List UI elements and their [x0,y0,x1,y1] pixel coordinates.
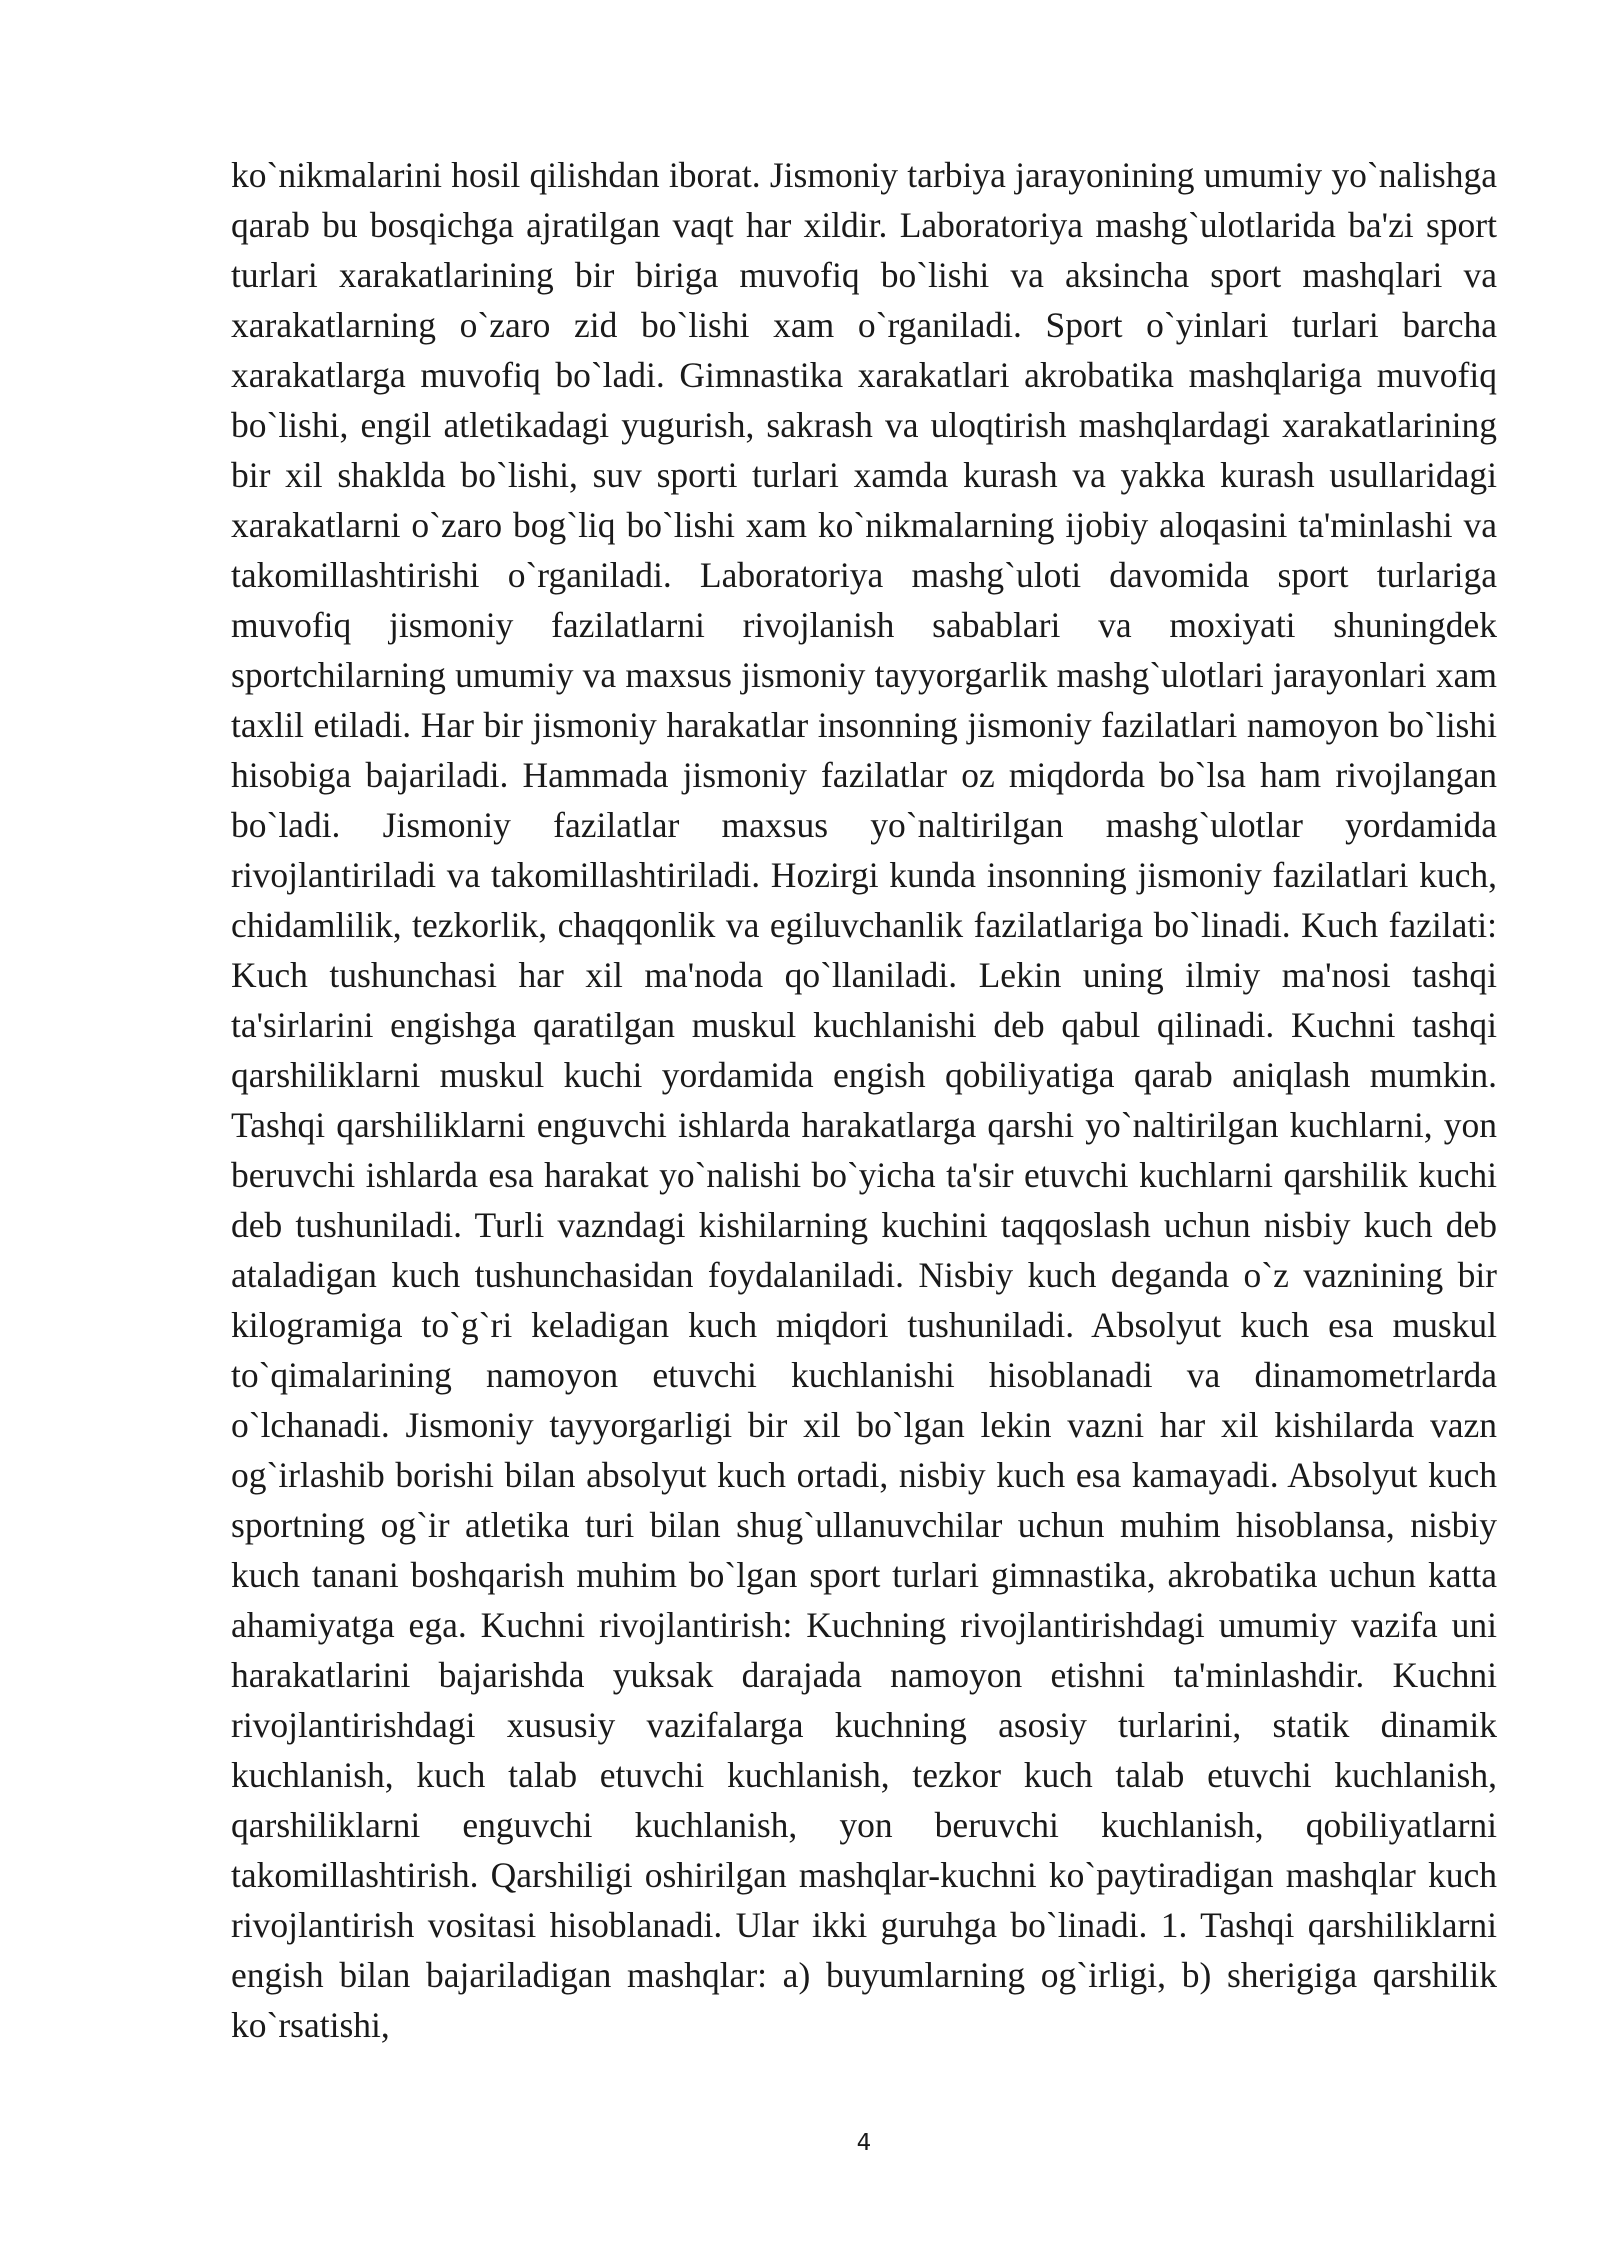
page-number: 4 [856,2130,872,2156]
body-paragraph: ko`nikmalarini hosil qilishdan iborat. Jismoniy tarbiya jarayonining umumiy yo`nalishga qarab bu bosqichga ajratilgan vaqt har xildir. Laboratoriya mashg`ulotlarida ba'zi sport turlari xarakatlarining bir biriga muvofiq bo`lishi va aksincha sport mashqlari va xarakatlarning o`zaro zid bo`lishi xam o`rganiladi. Sport o`yinlari turlari barcha xarakatlarga muvofiq bo`ladi. Gimnastika xarakatlari akrobatika mashqlariga muvofiq bo`lishi, engil atletikadagi yugurish, sakrash va uloqtirish mashqlardagi xarakatlarining bir xil shaklda bo`lishi, suv sporti turlari xamda kurash va yakka kurash usullaridagi xarakatlarni o`zaro bog`liq bo`lishi xam ko`nikmalarning ijobiy aloqasini ta'minlashi va takomillashtirishi o`rganiladi. Laboratoriya mashg`uloti davomida sport turlariga muvofiq jismoniy fazilatlarni rivojlanish sabablari va moxiyati shuningdek sportchilarning umumiy va maxsus jismoniy tayyorgarlik mashg`ulotlari jarayonlari xam taxlil etiladi. Har bir jismoniy harakatlar insonning jismoniy fazilatlari namoyon bo`lishi hisobiga bajariladi. Hammada jismoniy fazilatlar oz miqdorda bo`lsa ham rivojlangan bo`ladi. Jismoniy fazilatlar maxsus yo`naltirilgan mashg`ulotlar yordamida rivojlantiriladi va takomillashtiriladi. Hozirgi kunda insonning jismoniy fazilatlari kuch, chidamlilik, tezkorlik, chaqqonlik va egiluvchanlik fazilatlariga bo`linadi. Kuch fazilati: Kuch tushunchasi har xil ma'noda qo`llaniladi. Lekin uning ilmiy ma'nosi tashqi ta'sirlarini engishga qaratilgan muskul kuchlanishi deb qabul qilinadi. Kuchni tashqi qarshiliklarni muskul kuchi yordamida engish qobiliyatiga qarab aniqlash mumkin. Tashqi qarshiliklarni enguvchi ishlarda harakatlarga qarshi yo`naltirilgan kuchlarni, yon beruvchi ishlarda esa harakat yo`nalishi bo`yicha ta'sir etuvchi kuchlarni qarshilik kuchi deb tushuniladi. Turli vazndagi kishilarning kuchini taqqoslash uchun nisbiy kuch deb ataladigan kuch tushunchasidan foydalaniladi. Nisbiy kuch deganda o`z vaznining bir kilogramiga to`g`ri keladigan kuch miqdori tushuniladi. Absolyut kuch esa muskul to`qimalarining namoyon etuvchi kuchlanishi hisoblanadi va dinamometrlarda o`lchanadi. Jismoniy tayyorgarligi bir xil bo`lgan lekin vazni har xil kishilarda vazn og`irlashib borishi bilan absolyut kuch ortadi, nisbiy kuch esa kamayadi. Absolyut kuch sportning og`ir atletika turi bilan shug`ullanuvchilar uchun muhim hisoblansa, nisbiy kuch tanani boshqarish muhim bo`lgan sport turlari gimnastika, akrobatika uchun katta ahamiyatga ega. Kuchni rivojlantirish: Kuchning rivojlantirishdagi umumiy vazifa uni harakatlarini bajarishda yuksak darajada namoyon etishni ta'minlashdir. Kuchni rivojlantirishdagi xususiy vazifalarga kuchning asosiy turlarini, statik dinamik kuchlanish, kuch talab etuvchi kuchlanish, tezkor kuch talab etuvchi kuchlanish, qarshiliklarni enguvchi kuchlanish, yon beruvchi kuchlanish, qobiliyatlarni takomillashtirish. Qarshiligi oshirilgan mashqlar-kuchni ko`paytiradigan mashqlar kuch rivojlantirish vositasi hisoblanadi. Ular ikki guruhga bo`linadi. 1. Tashqi qarshiliklarni engish bilan bajariladigan mashqlar: a) buyumlarning og`irligi, b) sherigiga qarshilik ko`rsatishi, [231,155,1497,2045]
